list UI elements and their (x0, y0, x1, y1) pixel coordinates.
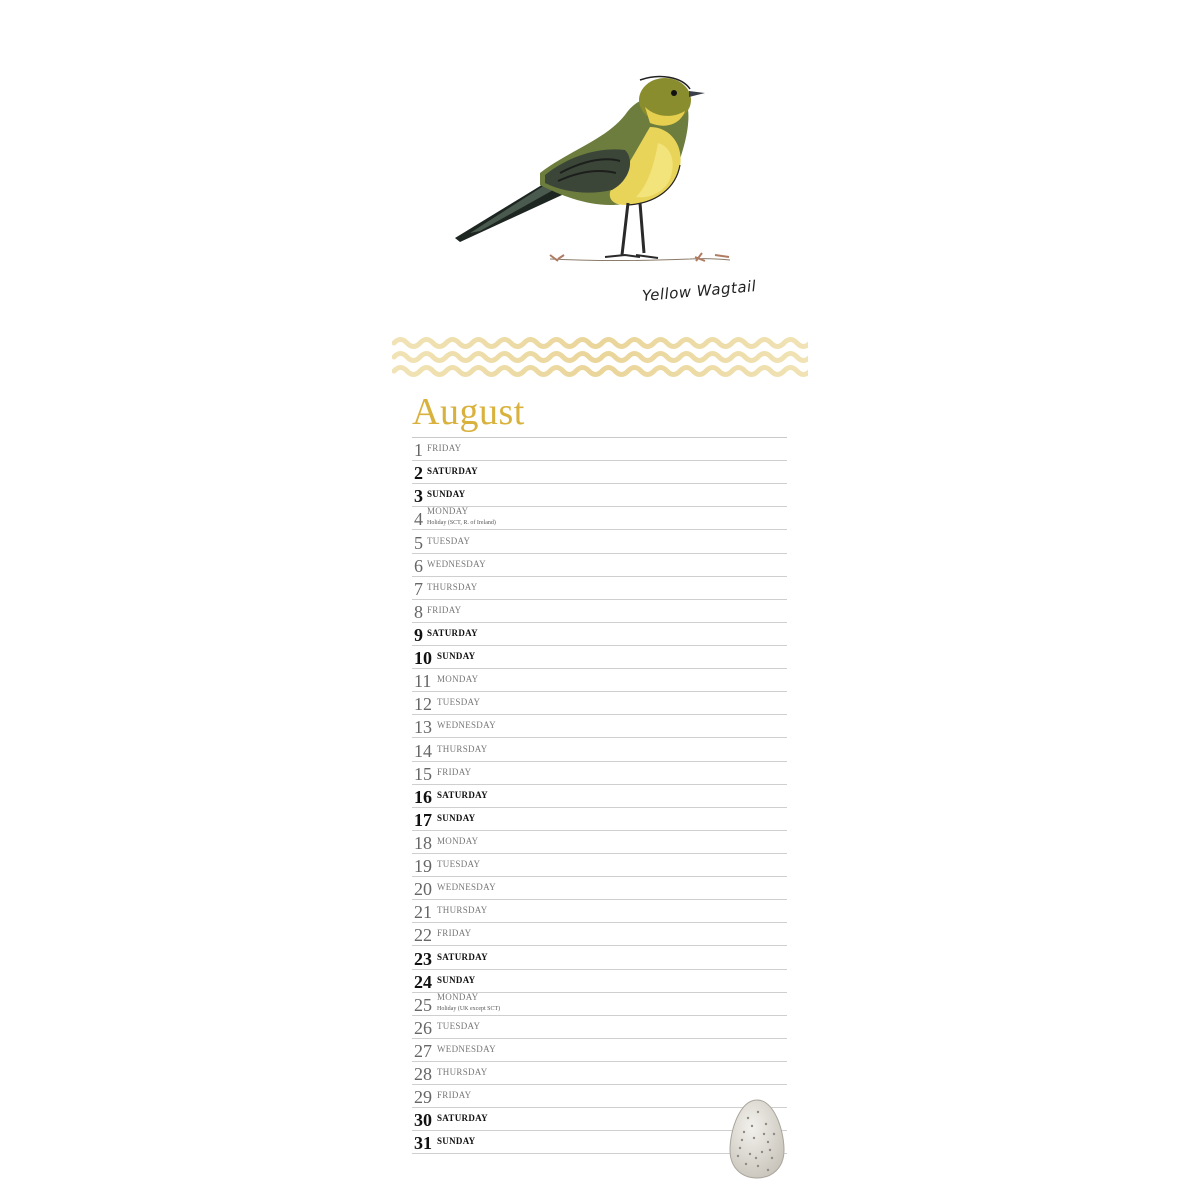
day-row (412, 1062, 787, 1085)
day-number: 16 (414, 786, 432, 807)
weekday-label: THURSDAY (427, 581, 478, 592)
day-row (412, 646, 787, 669)
egg-speckle (747, 1117, 749, 1119)
weekday-label: TUESDAY (437, 859, 481, 870)
egg-speckle (761, 1151, 763, 1153)
egg-speckle (763, 1133, 765, 1135)
weekday-label: FRIDAY (427, 604, 462, 615)
day-row (412, 715, 787, 738)
weekday-label: SUNDAY (437, 812, 476, 823)
weekday-label: SUNDAY (437, 651, 476, 662)
month-title: August (412, 391, 525, 433)
egg-speckle (769, 1149, 771, 1151)
day-row (412, 577, 787, 600)
day-number: 3 (414, 486, 423, 507)
day-row (412, 623, 787, 646)
day-row (412, 554, 787, 577)
day-row (412, 1016, 787, 1039)
egg-speckle (771, 1157, 773, 1159)
day-number: 11 (414, 671, 432, 692)
weekday-label: THURSDAY (437, 905, 488, 916)
egg-speckle (757, 1165, 759, 1167)
day-row (412, 923, 787, 946)
day-number: 12 (414, 694, 432, 715)
day-number: 29 (414, 1087, 432, 1108)
egg-speckle (773, 1133, 775, 1135)
day-row (412, 600, 787, 623)
day-number: 30 (414, 1110, 432, 1131)
weekday-label: FRIDAY (437, 928, 472, 939)
weekday-label: SUNDAY (427, 489, 466, 500)
egg-speckle (765, 1123, 767, 1125)
weekday-label: MONDAY (437, 835, 479, 846)
weekday-label: SATURDAY (437, 1113, 488, 1124)
egg-speckle (743, 1131, 745, 1133)
weekday-label: FRIDAY (427, 443, 462, 454)
wave-line (394, 368, 808, 375)
weekday-label: FRIDAY (437, 766, 472, 777)
day-number: 9 (414, 624, 423, 645)
day-row (412, 946, 787, 969)
holiday-note: Holiday (SCT, R. of Ireland) (427, 520, 496, 527)
egg-speckle (767, 1141, 769, 1143)
weekday-label: SUNDAY (437, 1136, 476, 1147)
day-number: 27 (414, 1040, 432, 1061)
day-number: 8 (414, 601, 423, 622)
egg-speckle (745, 1163, 747, 1165)
day-row (412, 461, 787, 484)
weekday-label: THURSDAY (437, 1067, 488, 1078)
day-number: 7 (414, 578, 423, 599)
day-row (412, 993, 787, 1016)
day-row (412, 692, 787, 715)
day-number: 10 (414, 648, 432, 669)
day-row (412, 762, 787, 785)
weekday-label: MONDAY (437, 991, 479, 1002)
weekday-label: WEDNESDAY (437, 720, 496, 731)
day-row (412, 530, 787, 553)
weekday-label: MONDAY (437, 674, 479, 685)
day-row (412, 877, 787, 900)
weekday-label: TUESDAY (437, 1020, 481, 1031)
egg-speckle (751, 1125, 753, 1127)
day-row (412, 484, 787, 507)
day-number: 23 (414, 948, 432, 969)
wave-line (394, 340, 808, 347)
day-row (412, 669, 787, 692)
weekday-label: TUESDAY (437, 697, 481, 708)
egg-speckle (749, 1153, 751, 1155)
illustration-caption: Yellow Wagtail (641, 277, 758, 305)
weekday-label: WEDNESDAY (437, 882, 496, 893)
weekday-label: SUNDAY (437, 974, 476, 985)
day-number: 5 (414, 532, 423, 553)
day-number: 15 (414, 763, 432, 784)
day-number: 24 (414, 971, 432, 992)
day-row (412, 785, 787, 808)
day-row (412, 507, 787, 530)
weekday-label: SATURDAY (437, 789, 488, 800)
weekday-label: TUESDAY (427, 535, 471, 546)
day-number: 31 (414, 1133, 432, 1154)
day-row (412, 831, 787, 854)
day-number: 28 (414, 1064, 432, 1085)
egg-speckle (737, 1155, 739, 1157)
weekday-label: WEDNESDAY (437, 1043, 496, 1054)
day-row (412, 900, 787, 923)
day-row (412, 854, 787, 877)
day-number: 18 (414, 832, 432, 853)
day-number: 20 (414, 879, 432, 900)
day-number: 4 (414, 509, 423, 530)
weekday-label: SATURDAY (427, 627, 478, 638)
weekday-label: WEDNESDAY (427, 558, 486, 569)
day-number: 1 (414, 440, 423, 461)
egg-illustration (728, 1098, 786, 1180)
day-number: 2 (414, 463, 423, 484)
egg-speckle (741, 1139, 743, 1141)
day-row (412, 970, 787, 993)
egg-speckle (753, 1137, 755, 1139)
day-list (412, 438, 787, 1154)
weekday-label: SATURDAY (437, 951, 488, 962)
day-number: 25 (414, 994, 432, 1015)
egg-speckle (767, 1169, 769, 1171)
day-number: 22 (414, 925, 432, 946)
weekday-label: FRIDAY (437, 1090, 472, 1101)
wave-line (394, 354, 808, 361)
egg-speckle (755, 1157, 757, 1159)
weekday-label: THURSDAY (437, 743, 488, 754)
day-number: 13 (414, 717, 432, 738)
day-row (412, 438, 787, 461)
weekday-label: MONDAY (427, 506, 469, 517)
wave-decoration (392, 333, 808, 383)
day-row (412, 1039, 787, 1062)
day-row (412, 808, 787, 831)
day-number: 14 (414, 740, 432, 761)
holiday-note: Holiday (UK except SCT) (437, 1005, 501, 1012)
day-number: 6 (414, 555, 423, 576)
day-number: 17 (414, 809, 432, 830)
weekday-label: SATURDAY (427, 466, 478, 477)
day-number: 21 (414, 902, 432, 923)
day-number: 26 (414, 1017, 432, 1038)
day-number: 19 (414, 856, 432, 877)
day-row (412, 738, 787, 761)
yellow-wagtail-illustration (440, 55, 770, 315)
egg-speckle (739, 1147, 741, 1149)
egg-speckle (757, 1111, 759, 1113)
